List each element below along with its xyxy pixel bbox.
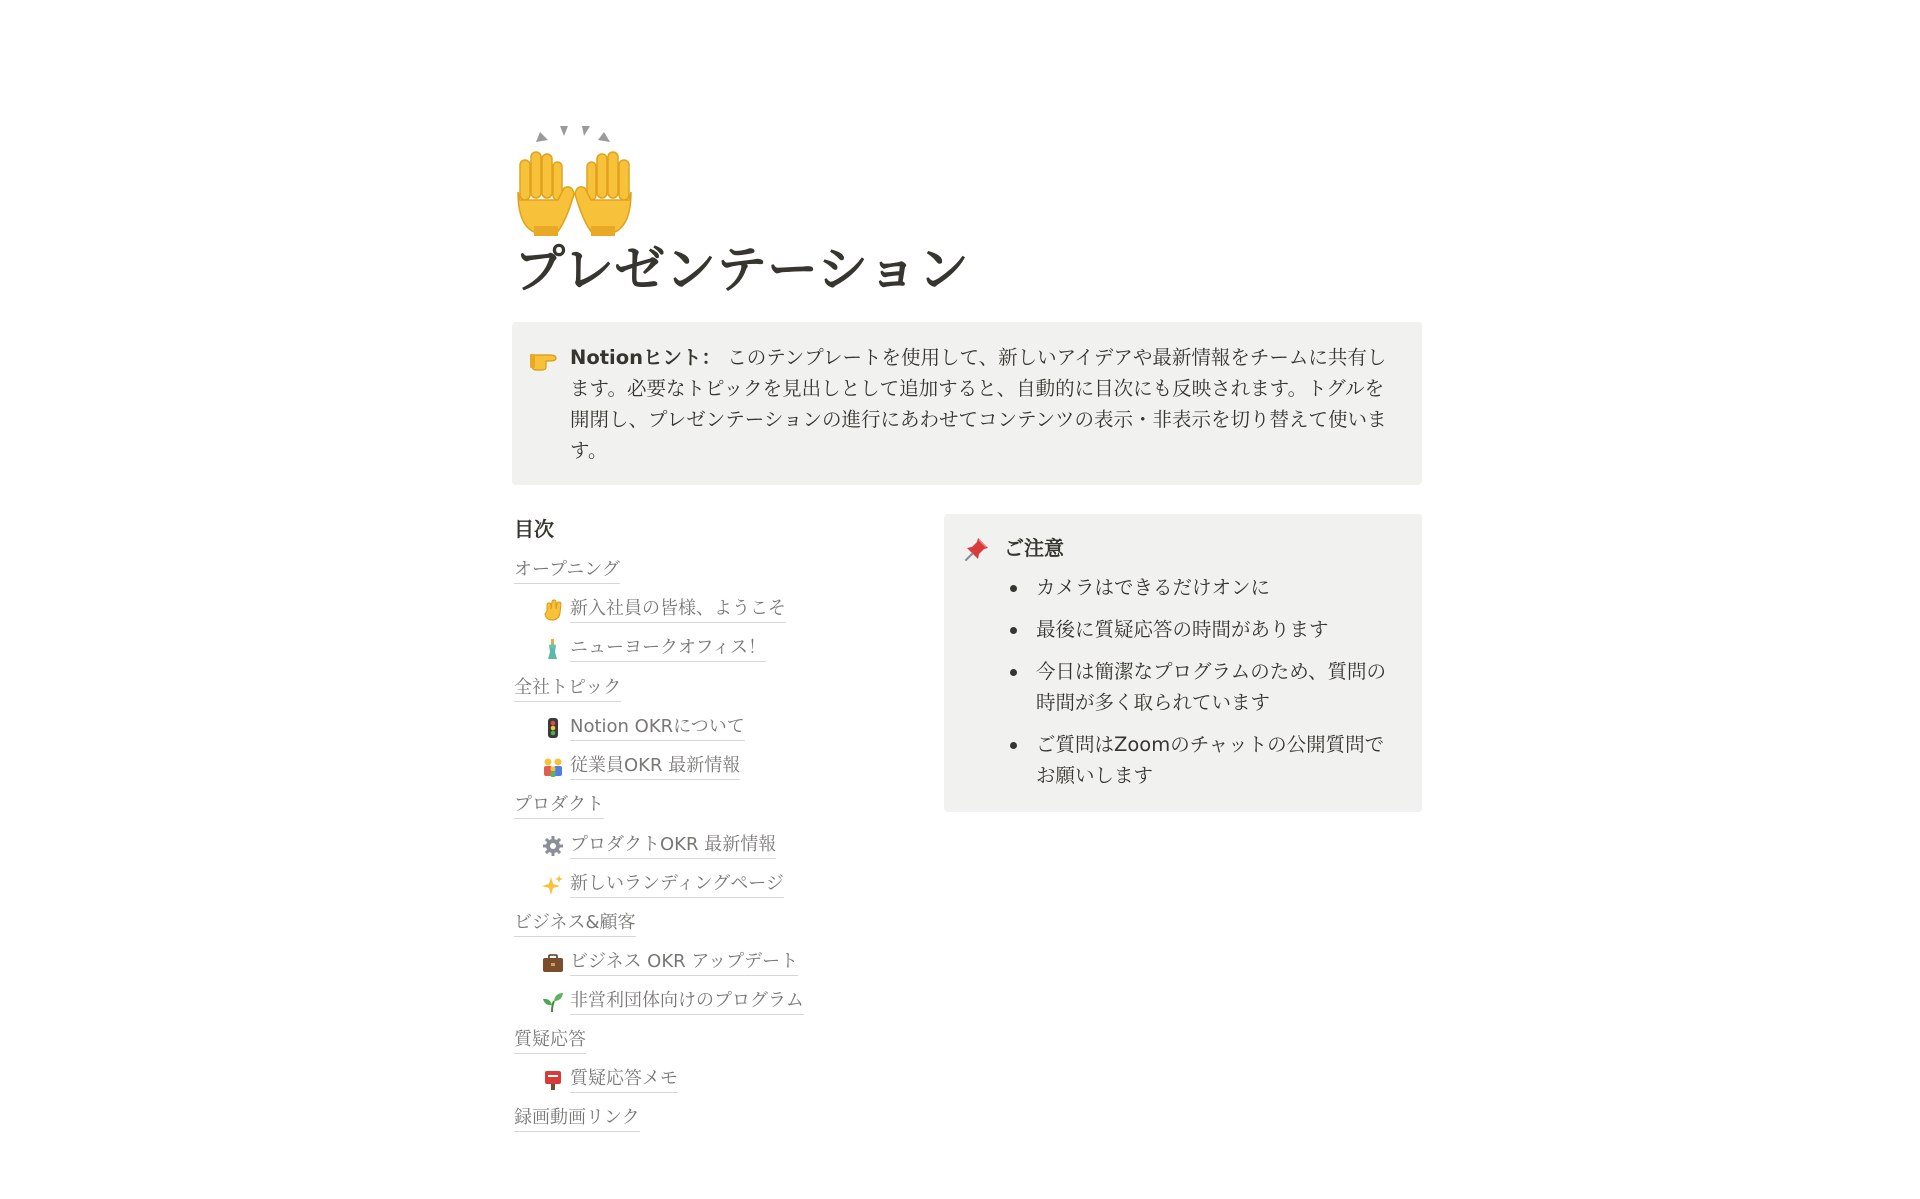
toc-item-employee-okr[interactable]	[542, 754, 740, 780]
sparkles-icon	[542, 874, 564, 896]
bullet-icon	[1010, 669, 1017, 676]
toc-item-label[interactable]: 新しいランディングページ	[570, 872, 784, 898]
toc-item-business[interactable]	[514, 911, 636, 937]
hint-bold-text: Notionヒント：	[570, 346, 722, 369]
list-item-text: 最後に質疑応答の時間があります	[1036, 618, 1329, 641]
note-callout	[944, 514, 1422, 812]
pushpin-icon[interactable]	[964, 536, 990, 562]
toc-item-label[interactable]: 新入社員の皆様、ようこそ	[570, 597, 786, 623]
toc-item-welcome[interactable]	[542, 597, 786, 623]
page-title[interactable]: プレゼンテーション	[514, 241, 969, 300]
raising-hands-icon[interactable]	[512, 122, 637, 237]
pointing-hand-icon[interactable]	[530, 349, 560, 371]
toc-item-label[interactable]: オープニング	[514, 558, 620, 584]
postbox-icon	[542, 1069, 564, 1091]
list-item	[1002, 572, 1402, 603]
toc-item-label[interactable]: 従業員OKR 最新情報	[570, 754, 740, 780]
seedling-icon	[542, 991, 564, 1013]
note-list	[1002, 572, 1402, 802]
toc-item-product-okr[interactable]	[542, 833, 776, 859]
toc-item-business-okr[interactable]	[542, 950, 798, 976]
toc-item-label[interactable]: 質疑応答	[514, 1028, 586, 1054]
toc-item-label[interactable]: ビジネス OKR アップデート	[570, 950, 798, 976]
toc-item-label[interactable]: プロダクトOKR 最新情報	[570, 833, 776, 859]
toc-item-landing-page[interactable]	[542, 872, 784, 898]
toc-item-label[interactable]: プロダクト	[514, 793, 604, 819]
bullet-icon	[1010, 627, 1017, 634]
family-icon	[542, 756, 564, 778]
statue-of-liberty-icon	[542, 638, 564, 660]
toc-item-label[interactable]: 非営利団体向けのプログラム	[570, 989, 804, 1015]
traffic-light-icon	[542, 717, 564, 739]
toc-item-product[interactable]	[514, 793, 604, 819]
toc-item-company-topics[interactable]	[514, 676, 621, 702]
hint-text	[570, 342, 1396, 466]
toc-item-recording-link[interactable]	[514, 1106, 640, 1132]
list-item	[1002, 614, 1402, 645]
list-item-text: 今日は簡潔なプログラムのため、質問の時間が多く取られています	[1036, 660, 1387, 714]
toc-item-notion-okr[interactable]	[542, 715, 745, 741]
note-title: ご注意	[1004, 536, 1064, 560]
hint-callout	[512, 322, 1422, 485]
hint-body-text: このテンプレートを使用して、新しいアイデアや最新情報をチームに共有します。必要なトピックを見出しとして追加すると、自動的に目次にも反映されます。トグルを開閉し、プレゼンテーションの進行にあわせてコンテンツの表示・非表示を切り替えて使います。	[570, 346, 1387, 462]
list-item-text: ご質問はZoomのチャットの公開質問でお願いします	[1036, 733, 1385, 787]
list-item-text: カメラはできるだけオンに	[1036, 576, 1271, 599]
toc-item-label[interactable]: 録画動画リンク	[514, 1106, 640, 1132]
toc-item-nonprofit[interactable]	[542, 989, 804, 1015]
bullet-icon	[1010, 585, 1017, 592]
toc-item-label[interactable]: ニューヨークオフィス！	[570, 636, 766, 662]
toc-item-label[interactable]: 全社トピック	[514, 676, 621, 702]
list-item	[1002, 656, 1402, 718]
toc-item-opening[interactable]	[514, 558, 620, 584]
toc-item-label[interactable]: Notion OKRについて	[570, 715, 745, 741]
list-item	[1002, 729, 1402, 791]
toc-item-ny-office[interactable]	[542, 636, 766, 662]
gear-icon	[542, 835, 564, 857]
toc-heading: 目次	[514, 517, 554, 541]
toc-item-label[interactable]: ビジネス&顧客	[514, 911, 636, 937]
waving-hand-icon	[542, 599, 564, 621]
toc-item-qa[interactable]	[514, 1028, 586, 1054]
toc-item-qa-notes[interactable]	[542, 1067, 678, 1093]
toc-item-label[interactable]: 質疑応答メモ	[570, 1067, 678, 1093]
briefcase-icon	[542, 952, 564, 974]
bullet-icon	[1010, 742, 1017, 749]
